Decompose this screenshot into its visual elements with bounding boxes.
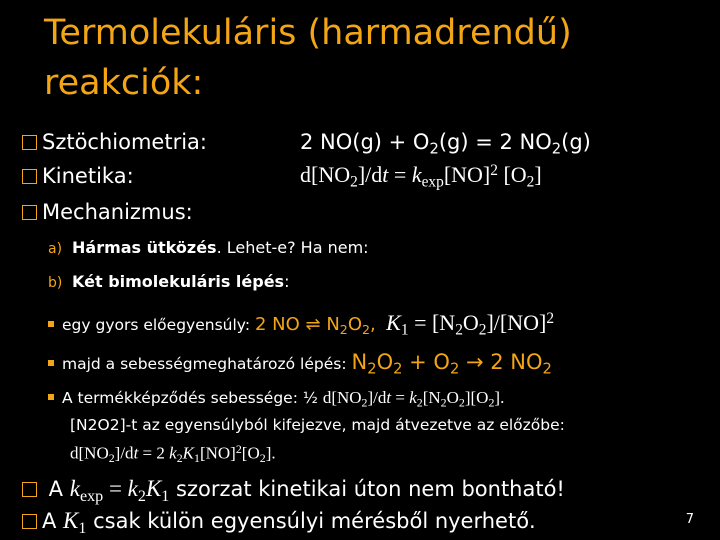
bullet-kexp-note: A $k_{exp} = k_2K_1$ szorzat kinetikai úton nem bontható!: [22, 476, 565, 506]
slide-body: [0, 118, 720, 540]
square-bullet-icon: [48, 360, 54, 366]
checkbox-bullet-icon: [22, 482, 37, 497]
square-bullet-icon: [48, 321, 54, 327]
checkbox-bullet-icon: [22, 514, 37, 529]
title-line-1: Termolekuláris (harmadrendű): [44, 13, 572, 53]
list-item-b: b) Két bimolekuláris lépés:: [48, 272, 290, 291]
bullet-kinetics: Kinetika:: [22, 164, 134, 188]
sub-bullet-preequilibrium: egy gyors előegyensúly: 2 NO ⇌ $N_2O_2$, $K_1 = [N_2O_2]/[NO]^2$: [48, 310, 554, 340]
title-line-2: reakciók:: [44, 63, 204, 103]
bullet-stoichiometry: Sztöchiometria:: [22, 130, 207, 154]
page-number: 7: [685, 512, 694, 527]
sub-bullet-product-rate: A termékképződés sebessége: ½ $d[NO_2]/dt = k_2[N_2O_2][O_2]$.: [48, 388, 504, 411]
square-bullet-icon: [48, 394, 54, 400]
list-item-a: a) Hármas ütközés. Lehet-e? Ha nem:: [48, 238, 369, 257]
sub-bullet-product-rate-line3: $d[NO_2]/dt = 2$ $k_2K_1[NO]^2[O_2]$.: [70, 442, 276, 465]
checkbox-bullet-icon: [22, 135, 37, 150]
checkbox-bullet-icon: [22, 169, 37, 184]
bullet-mechanism: Mechanizmus:: [22, 200, 193, 224]
rate-law: $d[NO_2]/dt = k_{exp}[NO]^2$ $[O_2]$: [300, 162, 542, 191]
slide-title: [44, 8, 684, 108]
sub-bullet-rate-determining: majd a sebességmeghatározó lépés: $N_2O_2 + O_2 \to 2$ $NO_2$: [48, 350, 552, 377]
stoichiometry-equation: 2 $NO(g) + O_2(g) = 2$ $NO_2(g)$: [300, 130, 591, 158]
checkbox-bullet-icon: [22, 205, 37, 220]
bullet-k1-note: A $K_1$ csak külön egyensúlyi mérésből nyerhető.: [22, 508, 536, 538]
sub-bullet-product-rate-line2: [N2O2]-t az egyensúlyból kifejezve, majd átvezetve az előzőbe:: [70, 416, 565, 434]
